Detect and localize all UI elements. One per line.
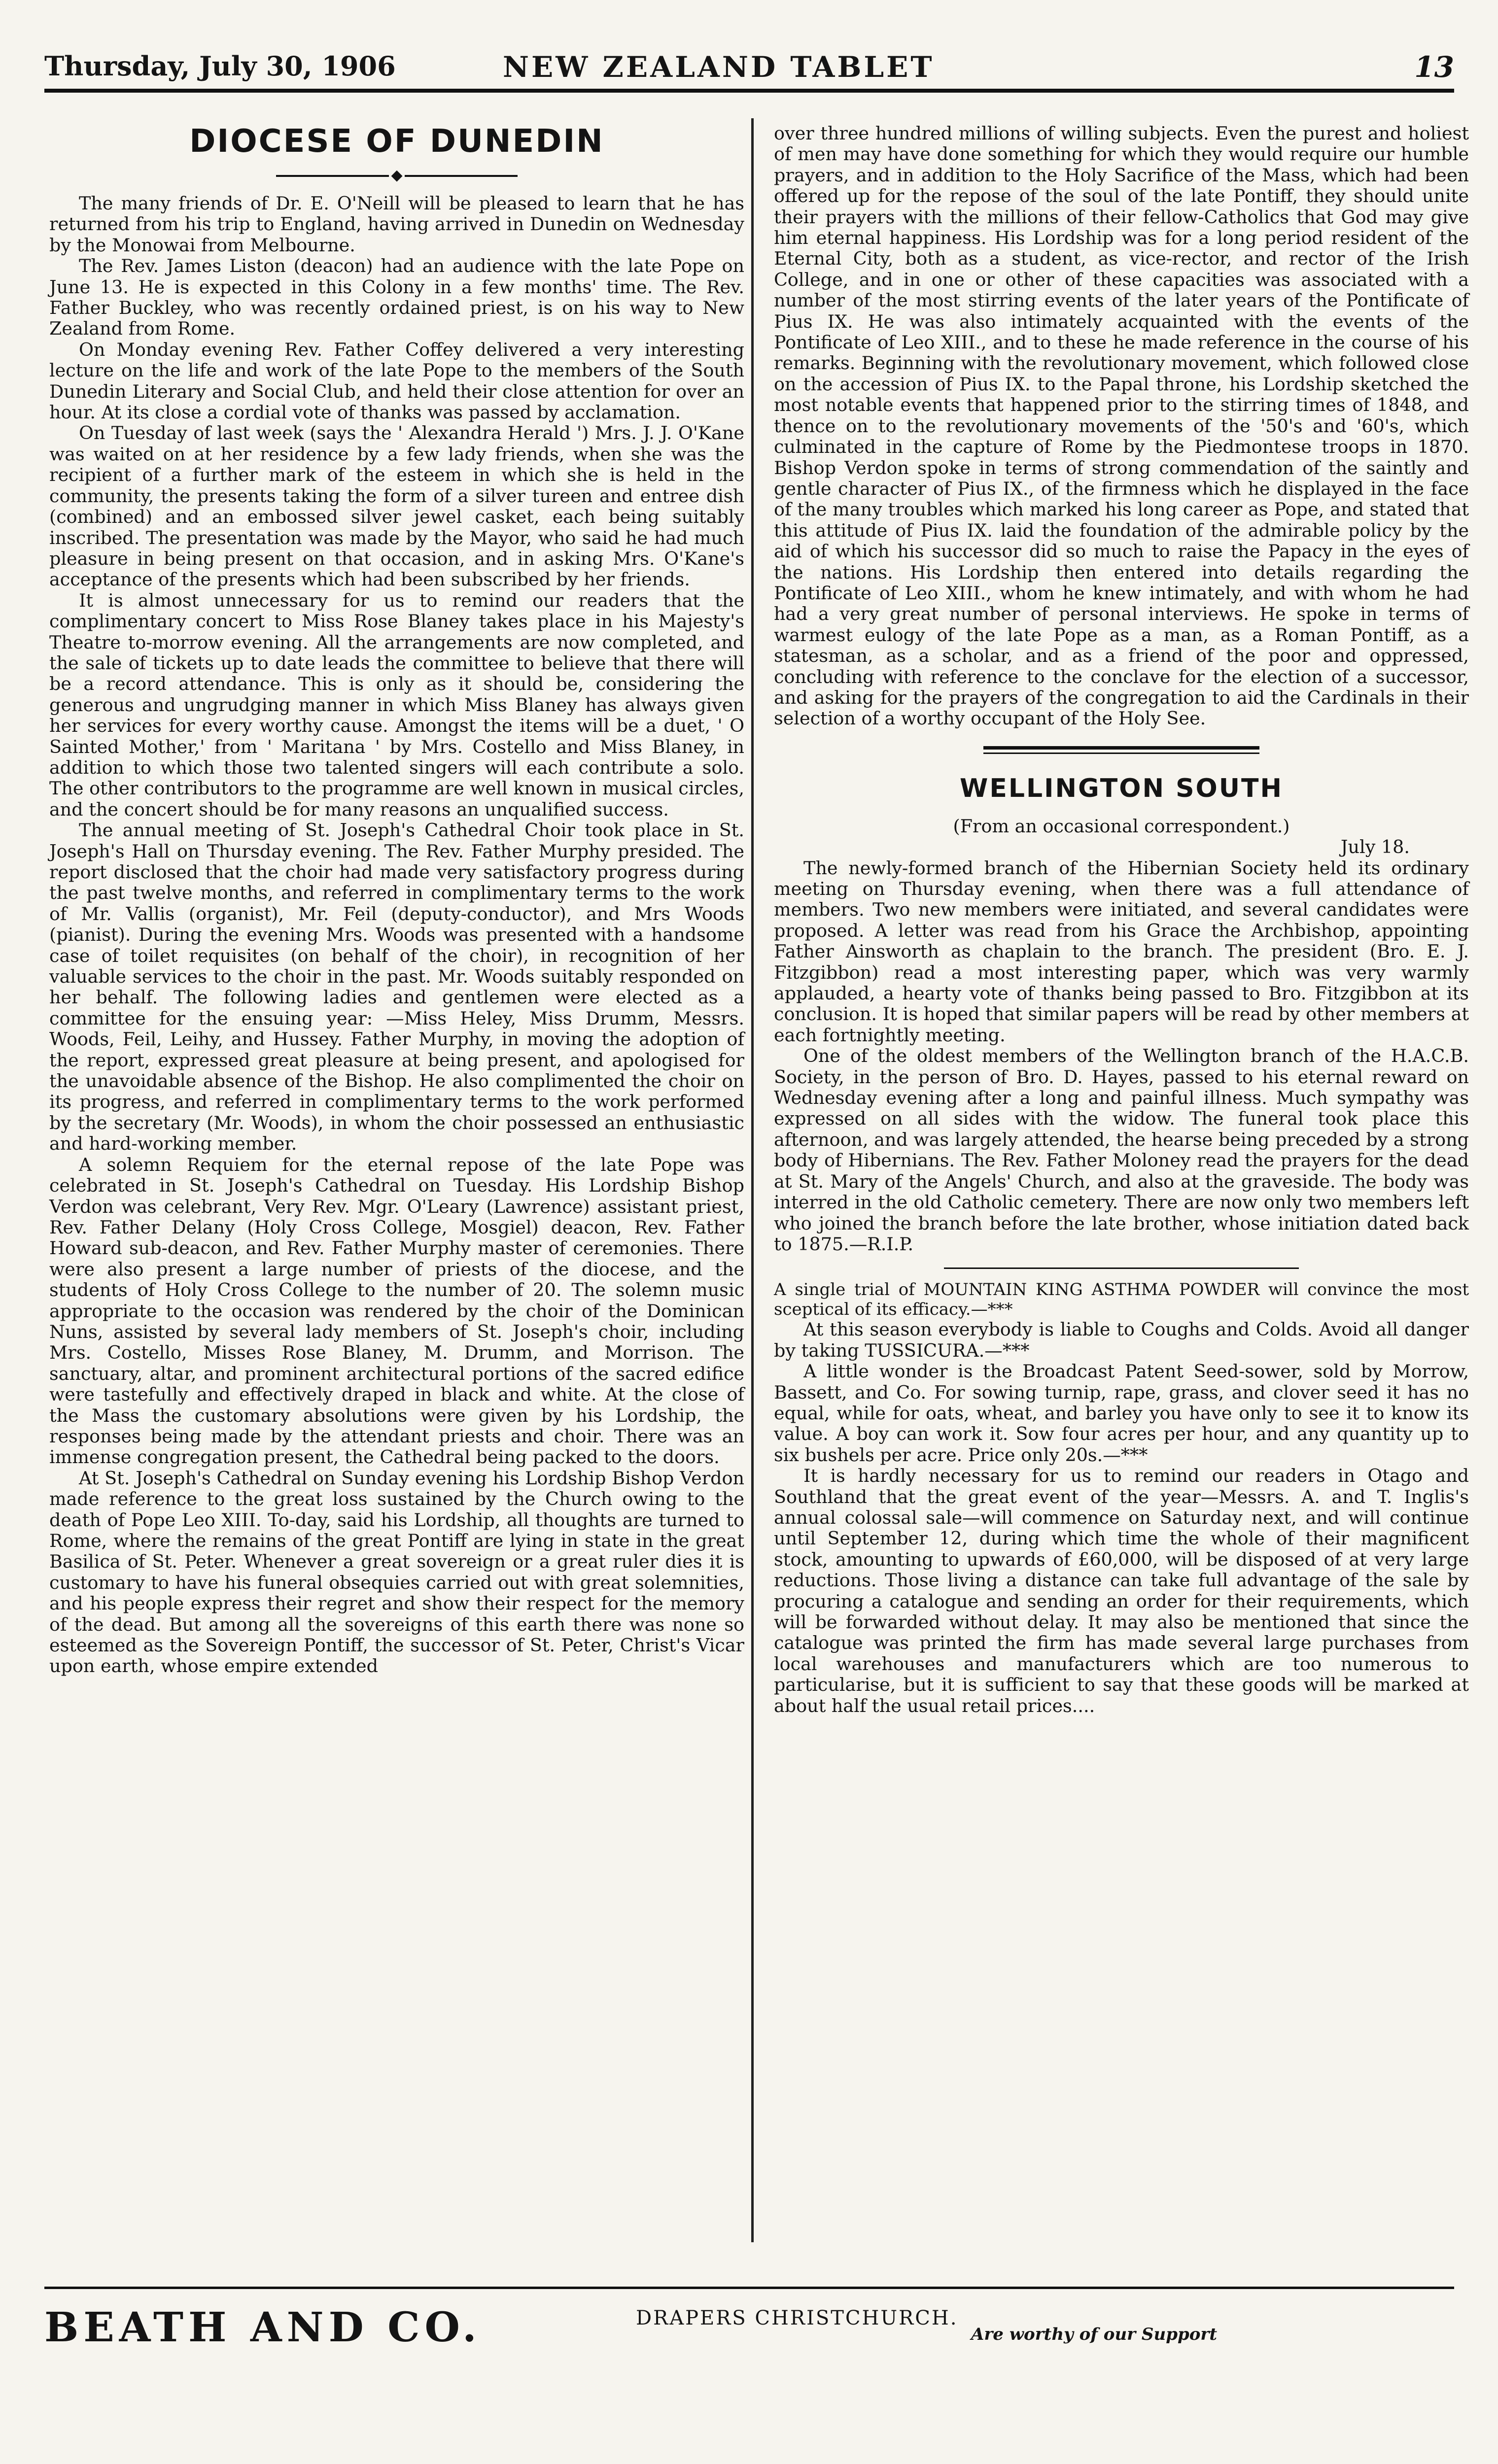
footer-drapers: DRAPERS CHRISTCHURCH. xyxy=(636,2307,958,2329)
paragraph: A solemn Requiem for the eternal repose of the late Pope was celebrated in St. Joseph's Cathedral on Tuesday. His Lordship Bishop Verdon was celebrant, Very Rev. Mgr. O'Leary (Lawrence) assistant priest, Rev. Father Delany (Holy Cross College, Mosgiel) deacon, Rev. Father Howard sub-deacon, and Rev. Father Murphy master of ceremonies. There were also present a large number of priests of the diocese, and the students of Holy Cross College to the number of 20. The solemn music appropriate to the occasion was rendered by the choir of the Dominican Nuns, assisted by several lady members of St. Joseph's choir, including Mrs. Costello, Misses Rose Blaney, M. Drumm, and Morrison. The sanctuary, altar, and prominent architectural portions of the sacred edifice were tastefully and effectively draped in black and white. At the close of the Mass the customary absolutions were given by his Lordship, the responses being made by the attendant priests and choir. There was an immense congregation present, the Cathedral being packed to the doors. xyxy=(49,1154,744,1468)
paragraph: The annual meeting of St. Joseph's Cathedral Choir took place in St. Joseph's Hall on Thursday evening. The Rev. Father Murphy presided. The report disclosed that the choir had made very satisfactory progress during the past twelve months, and referred in complimentary terms to the work of Mr. Vallis (organist), Mr. Feil (deputy-conductor), and Mrs Woods (pianist). During the evening Mrs. Woods was presented with a handsome case of toilet requisites (on behalf of the choir), in recognition of her valuable services to the choir in the past. Mr. Woods suitably responded on her behalf. The following ladies and gentlemen were elected as a committee for the ensuing year: —Miss Heley, Miss Drumm, Messrs. Woods, Feil, Leihy, and Hussey. Father Murphy, in moving the adoption of the report, expressed great pleasure at being present, and apologised for the unavoidable absence of the Bishop. He also complimented the choir on its progress, and referred in complimentary terms to the work performed by the secretary (Mr. Woods), in whom the choir possessed an enthusiastic and hard-working member. xyxy=(49,820,744,1155)
ad-tussicura: At this season everybody is liable to Coughs and Colds. Avoid all danger by taking TUSSICURA.—*** xyxy=(774,1319,1469,1361)
column-divider xyxy=(751,118,754,2242)
paragraph: The many friends of Dr. E. O'Neill will be pleased to learn that he has returned from his trip to England, having arrived in Dunedin on Wednesday by the Monowai from Melbourne. xyxy=(49,193,744,256)
issue-date: Thursday, July 30, 1906 xyxy=(44,50,396,82)
diamond-icon: ◆ xyxy=(389,167,404,184)
page-footer xyxy=(44,2287,1454,2358)
paragraph: On Tuesday of last week (says the ' Alexandra Herald ') Mrs. J. J. O'Kane was waited on at her residence by a few lady friends, when she was the recipient of a further mark of the esteem in which she is held in the community, the presents taking the form of a silver tureen and entree dish (combined) and an embossed silver jewel casket, each being suitably inscribed. The presentation was made by the Mayor, who said he had much pleasure in being present on that occasion, and in asking Mrs. O'Kane's acceptance of the presents which had been subscribed by her friends. xyxy=(49,422,744,590)
ad-inglis-sale: It is hardly necessary for us to remind our readers in Otago and Southland that the great event of the year—Messrs. A. and T. Inglis's annual colossal sale—will commence on Saturday next, and will continue until September 12, during which time the whole of their magnificent stock, amounting to upwards of £60,000, will be disposed of at very large reductions. Those living a distance can take full advantage of the sale by procuring a catalogue and sending an order for their requirements, which will be forwarded without delay. It may also be mentioned that since the catalogue was printed the firm has made several large purchases from local warehouses and manufacturers which are too numerous to particularise, but it is sufficient to say that these goods will be marked at about half the usual retail prices.... xyxy=(774,1465,1469,1716)
paragraph: The newly-formed branch of the Hibernian Society held its ordinary meeting on Thursday evening, when there was a full attendance of members. Two new members were initiated, and several candidates were proposed. A letter was read from his Grace the Archbishop, appointing Father Ainsworth as chaplain to the branch. The president (Bro. E. J. Fitzgibbon) read a most interesting paper, which was very warmly applauded, a hearty vote of thanks being passed to Bro. Fitzgibbon at its conclusion. It is hoped that similar papers will be read by other members at each fortnightly meeting. xyxy=(774,857,1469,1046)
paragraph: On Monday evening Rev. Father Coffey delivered a very interesting lecture on the life and work of the late Pope to the members of the South Dunedin Literary and Social Club, and held their close attention for over an hour. At its close a cordial vote of thanks was passed by acclamation. xyxy=(49,339,744,423)
ad-seed-sower: A little wonder is the Broadcast Patent Seed-sower, sold by Morrow, Bassett, and Co. For sowing turnip, rape, grass, and clover seed it has no equal, while for oats, wheat, and barley you have only to see it to know its value. A boy can work it. Sow four acres per hour, and any quantity up to six bushels per acre. Price only 20s.—*** xyxy=(774,1361,1469,1466)
paragraph: One of the oldest members of the Wellington branch of the H.A.C.B. Society, in the person of Bro. D. Hayes, passed to his eternal reward on Wednesday evening after a long and painful illness. Much sympathy was expressed on all sides with the widow. The funeral took place this afternoon, and was largely attended, the hearse being preceded by a strong body of Hibernians. The Rev. Father Moloney read the prayers for the dead at St. Mary of the Angels' Church, and also at the graveside. The body was interred in the old Catholic cemetery. There are now only two members left who joined the branch before the late brother, whose initiation dated back to 1875.—R.I.P. xyxy=(774,1045,1469,1255)
section-title-wellington: WELLINGTON SOUTH xyxy=(960,773,1283,803)
left-column xyxy=(49,123,744,1677)
continued-paragraph: over three hundred millions of willing subjects. Even the purest and holiest of men may have done something for which they would require our humble prayers, and in addition to the Holy Sacrifice of the Mass, which had been offered up for the repose of the soul of the late Pontiff, they should unite their prayers with the millions of their fellow-Catholics that God may give him eternal happiness. His Lordship was for a long period resident of the Eternal City, both as a student, as vice-rector, and rector of the Irish College, and in one or other of these capacities was associated with a number of the most stirring events of the later years of the Pontificate of Pius IX. He was also intimately acquainted with the events of the Pontificate of Leo XIII., and to these he made reference in the course of his remarks. Beginning with the revolutionary movement, which followed close on the accession of Pius IX. to the Papal throne, his Lordship sketched the most notable events that happened prior to the stirring times of 1848, and thence on to the revolutionary movements of the '50's and '60's, which culminated in the capture of Rome by the Piedmontese troops in 1870. Bishop Verdon spoke in terms of strong commendation of the saintly and gentle character of Pius IX., of the firmness which he displayed in the face of the many troubles which marked his long career as Pope, and stated that this attitude of Pius IX. laid the foundation of the admirable policy by the aid of which his successor did so much to raise the Papacy in the eyes of the nations. His Lordship then entered into details regarding the Pontificate of Leo XIII., whom he knew intimately, and with whom he had had a very great number of personal interviews. He spoke in terms of warmest eulogy of the late Pope as a man, as a Roman Pontiff, as a statesman, as a scholar, and as a friend of the poor and oppressed, concluding with reference to the conclave for the election of a successor, and asking for the prayers of the congregation to aid the Cardinals in their selection of a worthy occupant of the Holy See. xyxy=(774,123,1469,729)
paragraph: It is almost unnecessary for us to remind our readers that the complimentary concert to Miss Rose Blaney takes place in his Majesty's Theatre to-morrow evening. All the arrangements are now completed, and the sale of tickets up to date leads the committee to believe that there will be a record attendance. This is only as it should be, considering the generous and ungrudging manner in which Miss Blaney has always given her services for every worthy cause. Amongst the items will be a duet, ' O Sainted Mother,' from ' Maritana ' by Mrs. Costello and Miss Blaney, in addition to which those two talented singers will each contribute a solo. The other contributors to the programme are well known in musical circles, and the concert should be for many reasons an unqualified success. xyxy=(49,589,744,820)
paragraph: The Rev. James Liston (deacon) had an audience with the late Pope on June 13. He is expected in this Colony in a few months' time. The Rev. Father Buckley, who was recently ordained priest, is on his way to New Zealand from Rome. xyxy=(49,255,744,340)
ornamental-rule xyxy=(49,167,744,184)
footer-tagline: Are worthy of our Support xyxy=(971,2325,1218,2344)
correspondent-line: (From an occasional correspondent.) xyxy=(953,815,1290,837)
section-title-diocese: DIOCESE OF DUNEDIN xyxy=(189,123,604,160)
page-number: 13 xyxy=(1414,50,1454,84)
footer-brand: BEATH AND CO. xyxy=(44,2304,482,2351)
right-column xyxy=(774,123,1469,1716)
dateline: July 18. xyxy=(1340,836,1410,858)
ad-asthma-powder: A single trial of MOUNTAIN KING ASTHMA POWDER will convince the most sceptical of its efficacy.—*** xyxy=(774,1280,1469,1320)
masthead-title: NEW ZEALAND TABLET xyxy=(503,50,935,84)
paragraph: At St. Joseph's Cathedral on Sunday evening his Lordship Bishop Verdon made reference to the great loss sustained by the Church owing to the death of Pope Leo XIII. To-day, said his Lordship, all thoughts are turned to Rome, where the remains of the great Pontiff are lying in state in the great Basilica of St. Peter. Whenever a great sovereign or a great ruler dies it is customary to have his funeral obsequies carried out with great solemnities, and his people express their regret and show their respect for the memory of the dead. But among all the sovereigns of this earth there was none so esteemed as the Sovereign Pontiff, the successor of St. Peter, Christ's Vicar upon earth, whose empire extended xyxy=(49,1467,744,1677)
section-rule xyxy=(983,746,1259,754)
page-header xyxy=(44,30,1454,93)
